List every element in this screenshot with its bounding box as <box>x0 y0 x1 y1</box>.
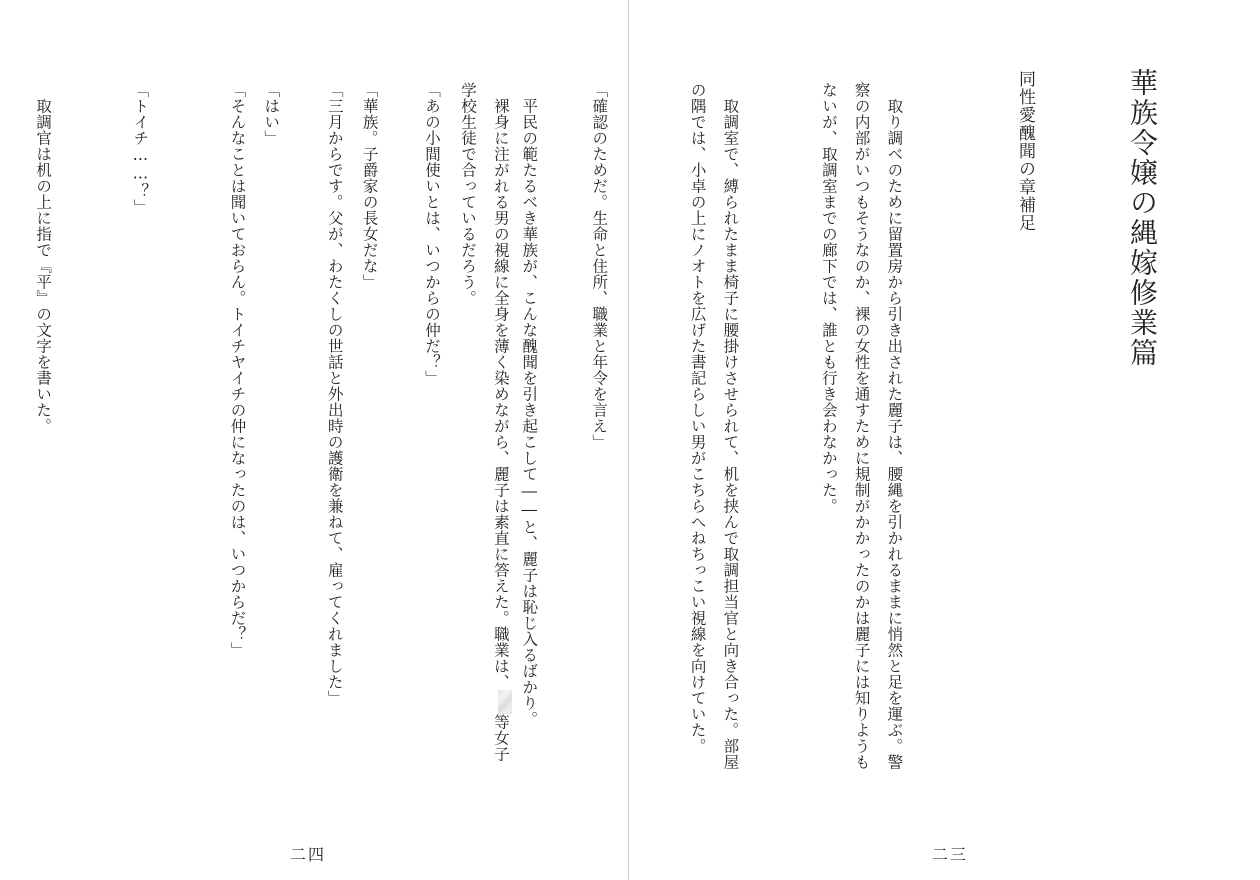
paragraph: 「そんなことは聞いておらん。トイチヤイチの仲になったのは、いつからだ？」 <box>228 82 247 658</box>
paragraph: 「確認のためだ。生命と住所、職業と年令を言え」 <box>590 82 609 450</box>
chapter-title: 同性愛醜聞の章補足 <box>1015 70 1035 232</box>
page-number-right: 二三 <box>932 845 969 864</box>
paragraph: 「はい」 <box>262 82 281 146</box>
paragraph: 「トイチ……？」 <box>131 82 150 215</box>
paragraph-text: 等女子学校生徒で合っているだろう。 <box>459 82 510 762</box>
left-page-body <box>6 82 610 772</box>
paragraph: 取り調べのために留置房から引き出された麗子は、腰縄を引かれるままに悄然と足を運ぶ。警察の内部がいつもそうなのか、裸の女性を通すために規制がかかったのかは麗子には知りようもないが、取調室までの廊下では、誰とも行き会わなかった。 <box>819 82 904 770</box>
page-number-left: 二四 <box>290 845 327 864</box>
paragraph: 「三月からです。父が、わたくしの世話と外出時の護衛を兼ねて、雇ってくれました」 <box>325 82 344 706</box>
book-title: 華族令嬢の縄嫁修業篇 <box>1126 68 1159 368</box>
paragraph: 「華族。子爵家の長女だな」 <box>360 82 379 290</box>
paragraph: 「あの小間使いとは、いつからの仲だ？」 <box>422 82 441 386</box>
paragraph-text: 裸身に注がれる男の視線に全身を薄く染めながら、麗子は素直に答えた。職業は、 <box>491 82 510 690</box>
paragraph: 取調室で、縛られたまま椅子に腰掛けさせられて、机を挟んで取調担当官と向き合った。部屋の隅では、小卓の上にノオトを広げた書記らしい男がこちらへねちっこい視線を向けていた。 <box>688 82 740 770</box>
paragraph: 取調官は机の上に指で『平』の文字を書いた。 <box>34 82 53 434</box>
paragraph: 平民の範たるべき華族が、こんな醜聞を引き起こして――と、麗子は恥じ入るばかり。 <box>520 82 539 727</box>
